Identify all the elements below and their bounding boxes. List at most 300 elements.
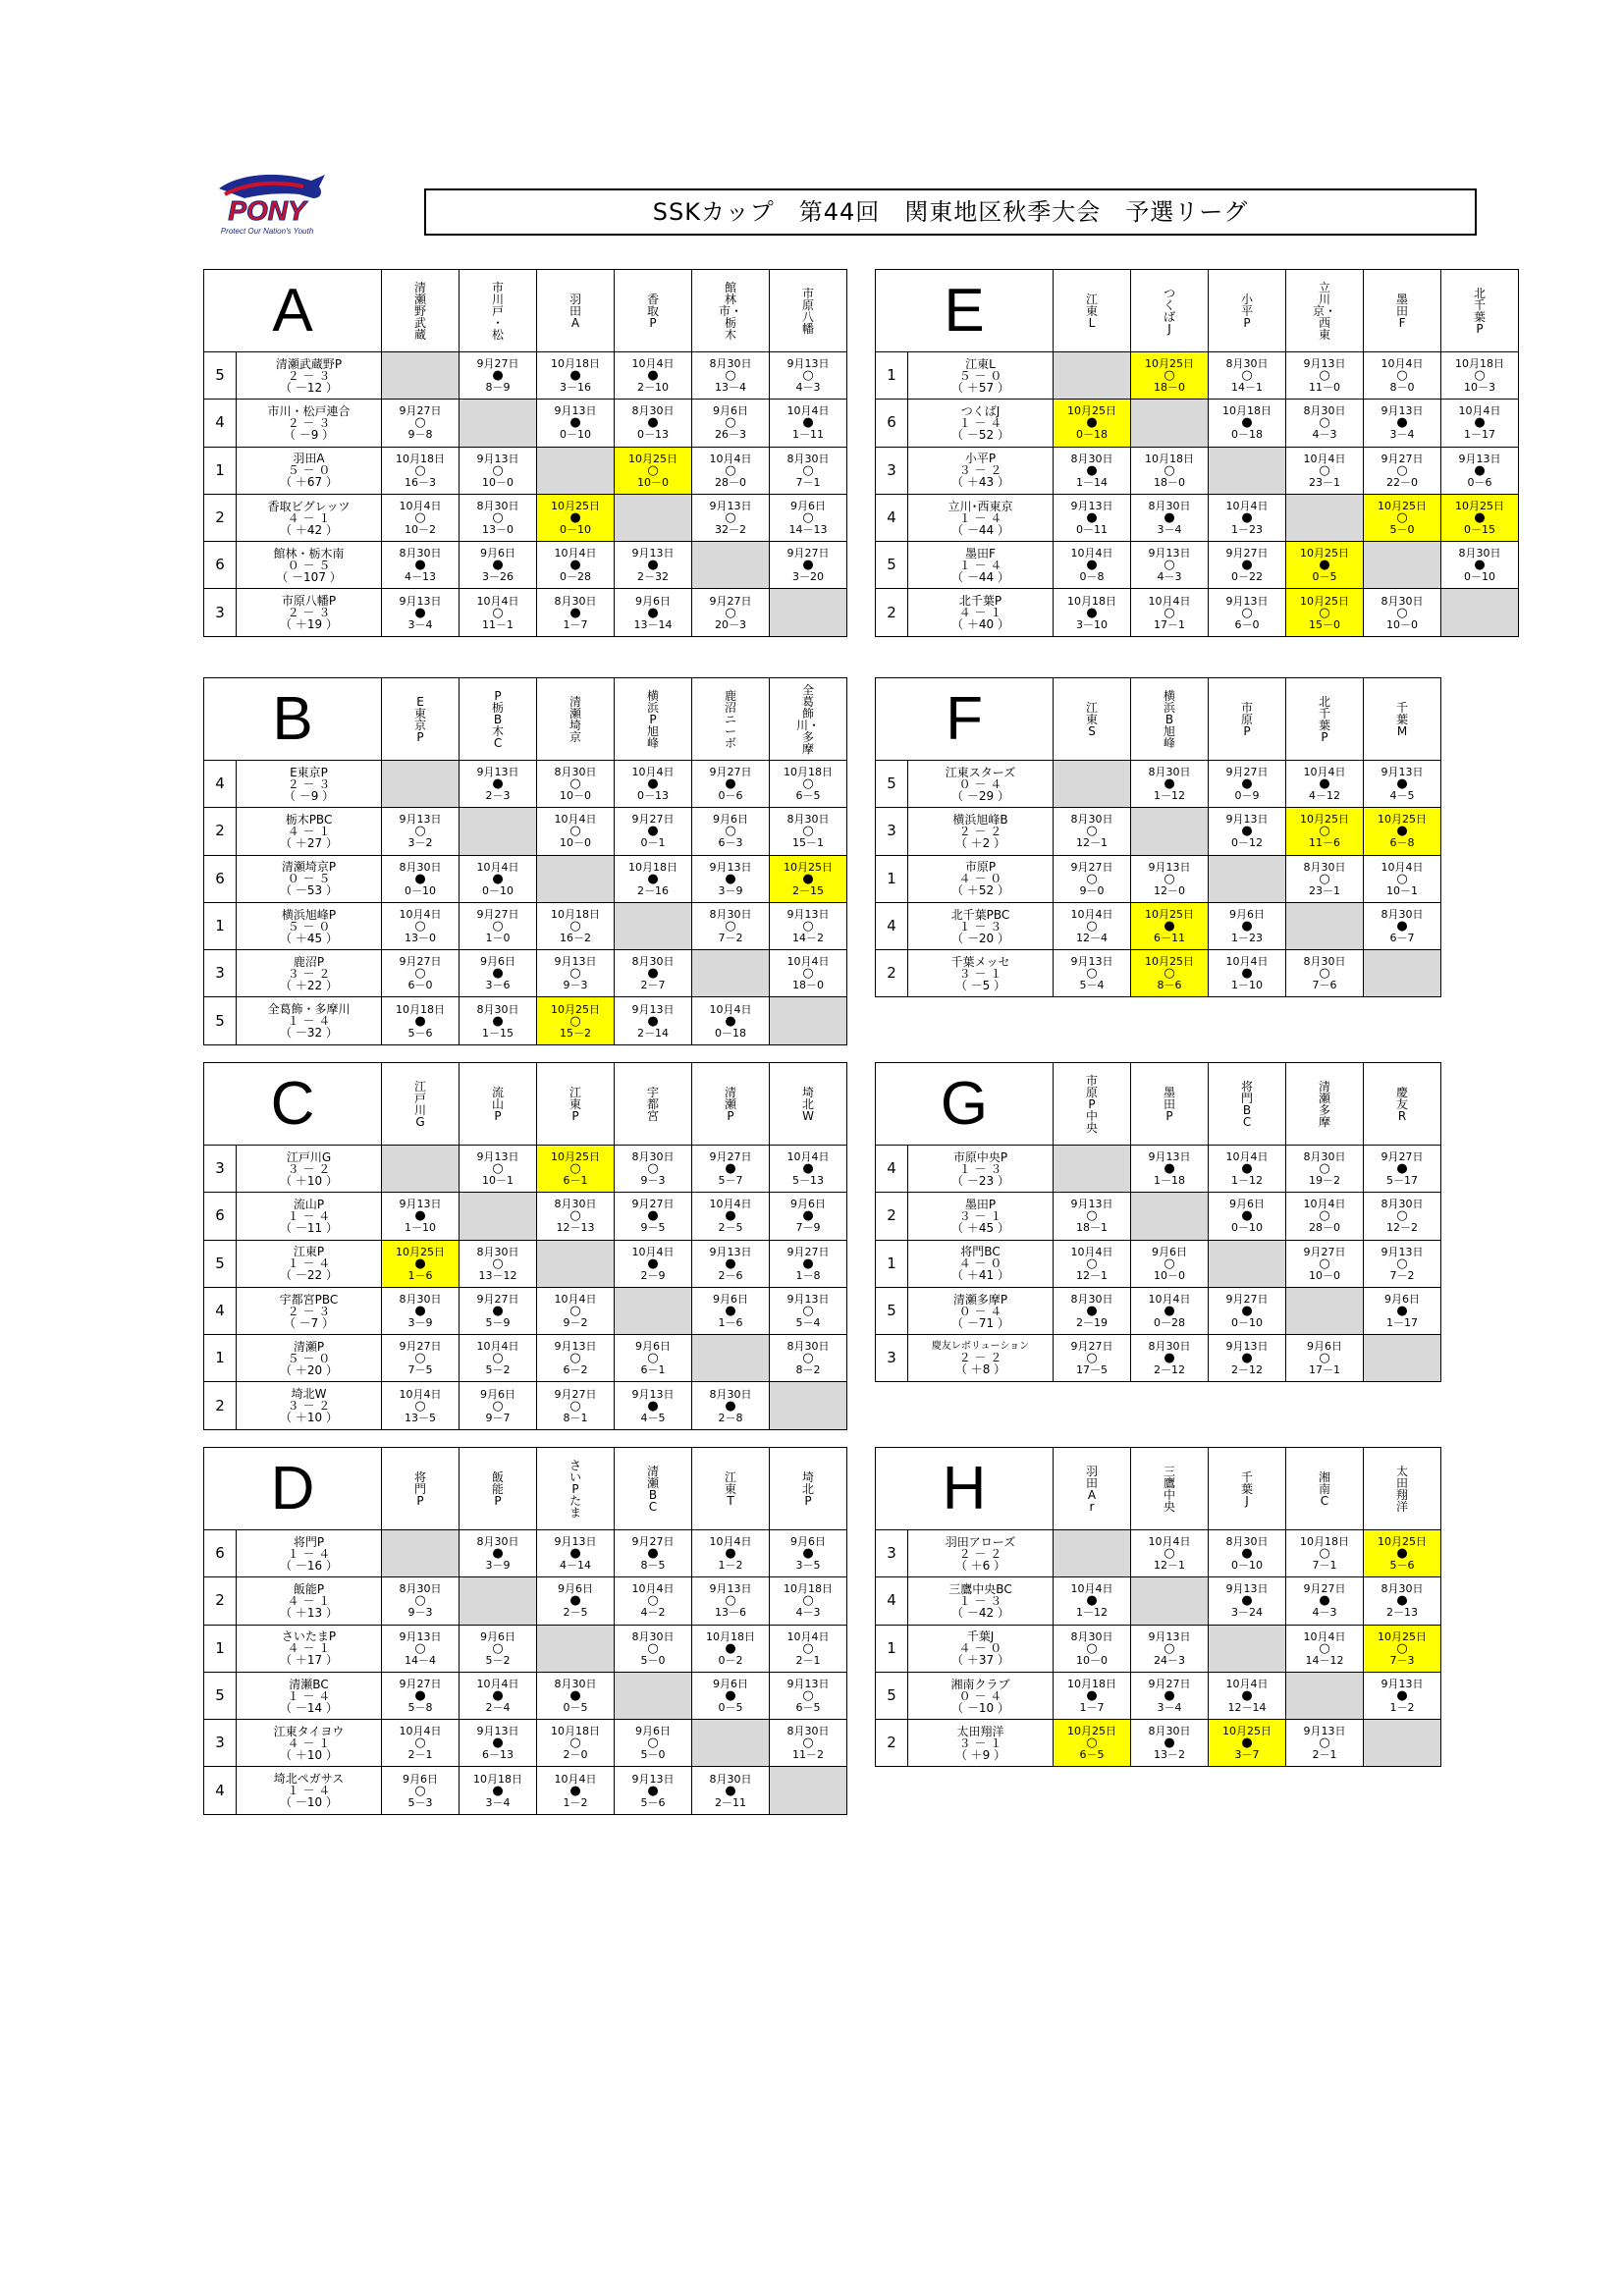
match-date: 9月13日 <box>1380 766 1424 779</box>
team-run-diff: （ ＋37 ） <box>951 1653 1009 1668</box>
match-cell <box>692 855 770 902</box>
opponent-header-char: 東 <box>1319 327 1331 342</box>
match-cell <box>1209 1146 1286 1193</box>
team-row <box>204 1767 847 1814</box>
match-cell <box>692 1382 770 1429</box>
match-score: 3－4 <box>407 617 433 631</box>
team-cell <box>908 1530 1054 1577</box>
self-match-cell <box>537 447 615 494</box>
opponent-header <box>1131 678 1209 761</box>
league-letter: F <box>876 678 1054 761</box>
team-name: 鹿沼P <box>293 954 325 969</box>
match-cell <box>1286 542 1364 589</box>
match-date: 9月6日 <box>713 1678 748 1691</box>
self-match-cell <box>692 1720 770 1767</box>
win-mark: ○ <box>1086 871 1098 886</box>
loss-mark: ● <box>1241 1735 1253 1751</box>
match-date: 9月6日 <box>558 1582 593 1596</box>
loss-mark: ● <box>1241 558 1253 573</box>
opponent-header-char: 館 <box>725 280 737 294</box>
match-cell <box>460 352 537 400</box>
match-date: 8月30日 <box>786 1340 830 1354</box>
match-cell <box>1209 352 1286 400</box>
team-record: ２ － ３ <box>287 415 331 430</box>
opponent-header-char: 山 <box>491 1096 504 1111</box>
match-date: 9月6日 <box>1152 1245 1188 1258</box>
match-score: 8－0 <box>1389 381 1415 395</box>
opponent-header-char: J <box>1167 321 1171 336</box>
opponent-header-char: 埼 <box>801 1469 814 1484</box>
match-cell <box>692 1193 770 1240</box>
team-record: ４ － １ <box>287 510 331 525</box>
match-cell <box>1054 1193 1131 1240</box>
match-score: 2－15 <box>792 883 825 897</box>
opponent-header-char: 多 <box>1319 1102 1331 1117</box>
match-score: 14－2 <box>792 932 825 945</box>
team-row <box>876 1240 1441 1287</box>
rank-cell: 3 <box>204 589 237 636</box>
loss-mark: ● <box>647 1208 659 1224</box>
league-b-table <box>203 677 847 1045</box>
match-date: 9月6日 <box>635 594 672 608</box>
opponent-header <box>770 1063 847 1146</box>
match-cell <box>770 1625 847 1672</box>
match-cell <box>460 1382 537 1429</box>
match-cell <box>615 1146 692 1193</box>
match-score: 6－0 <box>1234 617 1260 631</box>
team-row <box>204 997 847 1044</box>
opponent-header <box>615 1448 692 1530</box>
team-record: １ － ４ <box>287 1784 331 1798</box>
rank-cell: 2 <box>204 1382 237 1429</box>
rank-cell: 4 <box>204 1767 237 1814</box>
match-cell <box>615 1193 692 1240</box>
match-date: 9月27日 <box>631 1198 675 1211</box>
team-run-diff: （ －7 ） <box>283 1315 335 1330</box>
opponent-header-char: P <box>1165 1108 1173 1123</box>
match-cell <box>1364 808 1441 855</box>
match-date: 8月30日 <box>399 860 442 874</box>
team-name: 江戸川G <box>286 1149 332 1164</box>
opponent-header-char: 摩 <box>802 741 815 756</box>
match-score: 8－2 <box>795 1363 821 1377</box>
match-score: 3－26 <box>482 570 514 584</box>
win-mark: ○ <box>492 462 504 478</box>
opponent-header-char: 原 <box>1240 712 1253 726</box>
opponent-header-char: ニ <box>725 712 737 726</box>
match-date: 10月4日 <box>399 908 442 922</box>
opponent-header-char: 峰 <box>1163 735 1175 750</box>
team-run-diff: （ －14 ） <box>280 1700 338 1715</box>
opponent-header-char: 全 <box>802 682 815 697</box>
loss-mark: ● <box>725 1161 736 1177</box>
loss-mark: ● <box>414 1208 426 1224</box>
match-cell <box>460 1287 537 1334</box>
match-score: 15－1 <box>792 836 825 850</box>
match-date: 10月25日 <box>396 1245 445 1258</box>
match-date: 10月4日 <box>709 1535 752 1549</box>
match-cell <box>1364 855 1441 902</box>
match-date: 10月25日 <box>1300 594 1350 608</box>
match-cell <box>1054 1577 1131 1625</box>
header-row <box>876 270 1519 352</box>
loss-mark: ● <box>414 871 426 886</box>
match-date: 10月4日 <box>1070 1245 1113 1258</box>
team-name: 江東タイヨウ <box>273 1724 345 1738</box>
header-row <box>204 1063 847 1146</box>
loss-mark: ● <box>1086 558 1098 573</box>
team-cell <box>237 447 382 494</box>
opponent-header-char: 川・ <box>796 718 821 732</box>
team-record: １ － ３ <box>958 919 1002 934</box>
match-date: 10月4日 <box>1148 594 1191 608</box>
self-match-cell <box>1054 1530 1131 1577</box>
win-mark: ○ <box>647 1351 659 1366</box>
match-cell <box>537 1146 615 1193</box>
match-score: 0－22 <box>1231 570 1264 584</box>
team-cell <box>237 1146 382 1193</box>
team-run-diff: （ ＋43 ） <box>951 475 1009 490</box>
match-date: 8月30日 <box>1303 955 1346 969</box>
team-run-diff: （ －42 ） <box>951 1605 1009 1620</box>
match-cell <box>382 808 460 855</box>
opponent-header <box>382 270 460 352</box>
loss-mark: ● <box>647 558 659 573</box>
match-cell <box>770 1287 847 1334</box>
match-score: 6－13 <box>482 1748 514 1762</box>
team-run-diff: （ ＋52 ） <box>951 883 1009 898</box>
loss-mark: ● <box>492 966 504 982</box>
match-cell <box>460 1530 537 1577</box>
match-cell <box>537 761 615 808</box>
match-date: 8月30日 <box>554 594 597 608</box>
opponent-header <box>1364 678 1441 761</box>
match-date: 9月13日 <box>1070 1198 1113 1211</box>
match-cell <box>1131 855 1209 902</box>
win-mark: ○ <box>802 1351 814 1366</box>
opponent-header-char: 埼 <box>801 1085 814 1099</box>
team-row <box>204 1530 847 1577</box>
match-cell <box>1131 352 1209 400</box>
match-cell <box>382 1577 460 1625</box>
match-cell <box>615 1577 692 1625</box>
match-cell <box>1131 761 1209 808</box>
team-cell <box>908 589 1054 636</box>
match-cell <box>1441 447 1519 494</box>
team-run-diff: （ －23 ） <box>951 1173 1009 1188</box>
opponent-header-char: 江 <box>724 1469 736 1484</box>
rank-cell: 2 <box>876 1193 908 1240</box>
self-match-cell <box>460 400 537 447</box>
match-score: 6－5 <box>795 789 821 803</box>
match-cell <box>692 1577 770 1625</box>
self-match-cell <box>460 1193 537 1240</box>
opponent-header <box>615 678 692 761</box>
match-score: 0－13 <box>637 428 670 442</box>
match-score: 0－10 <box>560 523 592 537</box>
opponent-header <box>1054 270 1131 352</box>
win-mark: ○ <box>725 368 736 384</box>
match-date: 9月27日 <box>786 1245 830 1258</box>
loss-mark: ● <box>1474 510 1486 526</box>
match-cell <box>692 902 770 949</box>
match-date: 9月13日 <box>554 1535 597 1549</box>
match-cell <box>460 494 537 541</box>
match-score: 1－2 <box>718 1559 743 1573</box>
opponent-header-char: 横 <box>1163 688 1175 703</box>
match-cell <box>1209 1577 1286 1625</box>
match-cell <box>1054 494 1131 541</box>
opponent-header-char: 浜 <box>1163 700 1175 715</box>
opponent-header-char: 東 <box>1085 712 1098 726</box>
win-mark: ○ <box>1164 558 1175 573</box>
loss-mark: ● <box>492 558 504 573</box>
opponent-header-char: 旭 <box>647 723 660 738</box>
rank-cell: 6 <box>204 855 237 902</box>
match-date: 10月18日 <box>1222 404 1272 418</box>
match-date: 9月13日 <box>1225 594 1269 608</box>
team-record: ３ － １ <box>958 1208 1002 1223</box>
opponent-header-char: 千 <box>1318 706 1330 721</box>
match-cell <box>1286 855 1364 902</box>
opponent-header-char: 東 <box>414 706 427 721</box>
loss-mark: ● <box>725 1208 736 1224</box>
match-date: 9月13日 <box>1070 955 1113 969</box>
self-match-cell <box>615 494 692 541</box>
match-date: 10月4日 <box>1380 357 1424 371</box>
win-mark: ○ <box>1164 966 1175 982</box>
opponent-header-char: 羽 <box>1085 1464 1098 1478</box>
match-date: 10月4日 <box>399 500 442 513</box>
opponent-header-char: P <box>571 1481 579 1496</box>
win-mark: ○ <box>414 1735 426 1751</box>
win-mark: ○ <box>414 966 426 982</box>
loss-mark: ● <box>1319 1593 1330 1609</box>
match-date: 10月18日 <box>473 1772 522 1786</box>
team-record: ２ － ２ <box>958 824 1002 838</box>
self-match-cell <box>1364 1720 1441 1767</box>
logo-tagline: Protect Our Nation's Youth <box>220 227 314 236</box>
opponent-header-char: P <box>494 1108 502 1123</box>
team-run-diff: （ －71 ） <box>951 1315 1009 1330</box>
match-date: 10月4日 <box>709 1002 752 1016</box>
opponent-header-char: 川 <box>413 1102 426 1117</box>
team-name: 横浜旭峰P <box>281 907 337 922</box>
match-cell <box>460 1146 537 1193</box>
match-cell <box>537 997 615 1044</box>
opponent-header-char: い <box>568 1469 581 1484</box>
win-mark: ○ <box>569 1013 581 1029</box>
match-cell <box>1054 542 1131 589</box>
match-score: 4－2 <box>640 1606 666 1620</box>
team-name: 立川･西東京 <box>947 499 1013 513</box>
match-score: 3－7 <box>1234 1748 1260 1762</box>
team-run-diff: （ －44 ） <box>951 569 1009 584</box>
match-date: 9月13日 <box>554 955 597 969</box>
win-mark: ○ <box>802 919 814 934</box>
loss-mark: ● <box>1241 1593 1253 1609</box>
opponent-header-char: 東 <box>568 1096 581 1111</box>
loss-mark: ● <box>1086 462 1098 478</box>
match-score: 7－6 <box>1312 979 1337 992</box>
match-cell <box>537 400 615 447</box>
team-row <box>876 1720 1441 1767</box>
opponent-header-char: M <box>1396 723 1408 738</box>
match-date: 10月4日 <box>476 860 519 874</box>
match-cell <box>1054 1720 1131 1767</box>
match-date: 10月4日 <box>554 1293 597 1307</box>
match-date: 9月13日 <box>1380 1678 1424 1691</box>
opponent-header <box>770 678 847 761</box>
team-name: 太田翔洋 <box>956 1724 1004 1738</box>
match-cell <box>615 761 692 808</box>
team-run-diff: （ ＋27 ） <box>280 835 338 850</box>
team-record: ５ － ０ <box>958 368 1002 383</box>
match-score: 5－13 <box>792 1174 824 1188</box>
loss-mark: ● <box>1086 1304 1098 1319</box>
opponent-header-char: 千 <box>1395 700 1408 715</box>
team-run-diff: （ ＋42 ） <box>280 522 338 537</box>
opponent-header-char: L <box>1088 315 1096 330</box>
match-cell <box>615 1625 692 1672</box>
opponent-header-char: E <box>416 694 424 709</box>
match-cell <box>1364 494 1441 541</box>
opponent-header-char: 取 <box>647 303 660 318</box>
team-cell <box>908 761 1054 808</box>
match-cell <box>1209 494 1286 541</box>
opponent-header-char: 都 <box>646 1096 659 1111</box>
loss-mark: ● <box>1396 1546 1408 1562</box>
match-date: 9月13日 <box>1303 357 1346 371</box>
opponent-header <box>460 678 537 761</box>
match-cell <box>1286 352 1364 400</box>
match-score: 4－3 <box>795 1606 821 1620</box>
team-cell <box>237 1335 382 1382</box>
self-match-cell <box>1209 855 1286 902</box>
match-score: 14－13 <box>788 523 828 537</box>
match-score: 4－5 <box>1389 789 1415 803</box>
team-run-diff: （ ＋6 ） <box>954 1558 1006 1573</box>
team-cell <box>237 589 382 636</box>
team-cell <box>237 997 382 1044</box>
team-name: 千葉J <box>966 1629 995 1644</box>
match-date: 10月4日 <box>786 1150 830 1164</box>
team-row <box>876 950 1441 997</box>
team-name: 清瀬多摩P <box>952 1292 1008 1307</box>
match-score: 9－3 <box>407 1606 433 1620</box>
win-mark: ○ <box>492 510 504 526</box>
team-row <box>204 1240 847 1287</box>
opponent-header-char: 林 <box>725 292 737 306</box>
match-cell <box>1209 589 1286 636</box>
team-run-diff: （ －52 ） <box>951 427 1009 442</box>
opponent-header-char: 葉 <box>1474 309 1487 324</box>
match-cell <box>382 950 460 997</box>
team-row <box>204 808 847 855</box>
match-score: 1－23 <box>1231 932 1263 945</box>
opponent-header-char: 流 <box>491 1085 504 1099</box>
match-date: 9月13日 <box>631 1387 675 1401</box>
win-mark: ○ <box>414 824 426 839</box>
team-cell <box>908 855 1054 902</box>
match-date: 10月18日 <box>706 1629 755 1643</box>
opponent-header <box>1209 270 1286 352</box>
opponent-header-char: 清 <box>1319 1079 1331 1094</box>
loss-mark: ● <box>414 1304 426 1319</box>
self-match-cell <box>1209 1625 1286 1672</box>
match-score: 3－5 <box>795 1559 821 1573</box>
match-cell <box>382 1287 460 1334</box>
match-date: 10月25日 <box>551 1002 601 1016</box>
match-score: 3－4 <box>1157 523 1182 537</box>
match-score: 16－3 <box>405 475 437 489</box>
win-mark: ○ <box>725 1593 736 1609</box>
opponent-header-char: 田 <box>1164 1096 1176 1111</box>
opponent-header-char: 栃 <box>725 315 737 330</box>
match-score: 15－2 <box>560 1026 592 1040</box>
match-date: 9月27日 <box>399 404 442 418</box>
team-run-diff: （ －9 ） <box>283 427 335 442</box>
match-date: 8月30日 <box>1070 1629 1113 1643</box>
match-cell <box>1131 1146 1209 1193</box>
win-mark: ○ <box>725 415 736 431</box>
loss-mark: ● <box>1474 462 1486 478</box>
loss-mark: ● <box>492 1735 504 1751</box>
loss-mark: ● <box>1241 1161 1253 1177</box>
team-record: １ － ４ <box>287 1256 331 1271</box>
opponent-header-char: 翔 <box>1395 1487 1408 1502</box>
match-score: 10－0 <box>1076 1653 1108 1667</box>
match-score: 0－28 <box>1154 1316 1186 1330</box>
self-match-cell <box>1209 447 1286 494</box>
opponent-header-char: 清 <box>569 694 582 709</box>
team-run-diff: （ ＋8 ） <box>954 1362 1006 1376</box>
match-cell <box>615 808 692 855</box>
team-cell <box>908 1625 1054 1672</box>
match-date: 9月27日 <box>709 1150 752 1164</box>
win-mark: ○ <box>569 776 581 792</box>
opponent-header-char: 清 <box>646 1464 659 1478</box>
team-record: １ － ４ <box>287 1208 331 1223</box>
team-row <box>876 902 1441 949</box>
team-name: 全葛飾・多摩川 <box>267 1002 351 1017</box>
match-date: 10月25日 <box>1455 500 1505 513</box>
match-date: 9月27日 <box>399 955 442 969</box>
match-cell <box>1209 1193 1286 1240</box>
team-cell <box>237 761 382 808</box>
match-date: 9月13日 <box>1225 1582 1269 1596</box>
win-mark: ○ <box>802 368 814 384</box>
match-date: 10月18日 <box>1067 1678 1116 1691</box>
loss-mark: ● <box>647 1783 659 1798</box>
match-score: 11－2 <box>792 1748 824 1762</box>
win-mark: ○ <box>1086 824 1098 839</box>
match-score: 7－1 <box>1312 1559 1337 1573</box>
match-date: 10月4日 <box>1070 1582 1113 1596</box>
match-date: 10月4日 <box>786 1629 830 1643</box>
match-score: 0－1 <box>640 836 666 850</box>
team-record: ３ － １ <box>958 966 1002 981</box>
loss-mark: ● <box>492 368 504 384</box>
match-date: 10月18日 <box>628 860 678 874</box>
team-name: 墨田F <box>965 546 996 561</box>
team-run-diff: （ －32 ） <box>280 1026 338 1041</box>
match-date: 8月30日 <box>1148 1340 1191 1354</box>
self-match-cell <box>382 1146 460 1193</box>
match-cell <box>537 1287 615 1334</box>
match-score: 0－18 <box>1231 428 1264 442</box>
rank-cell: 3 <box>876 447 908 494</box>
